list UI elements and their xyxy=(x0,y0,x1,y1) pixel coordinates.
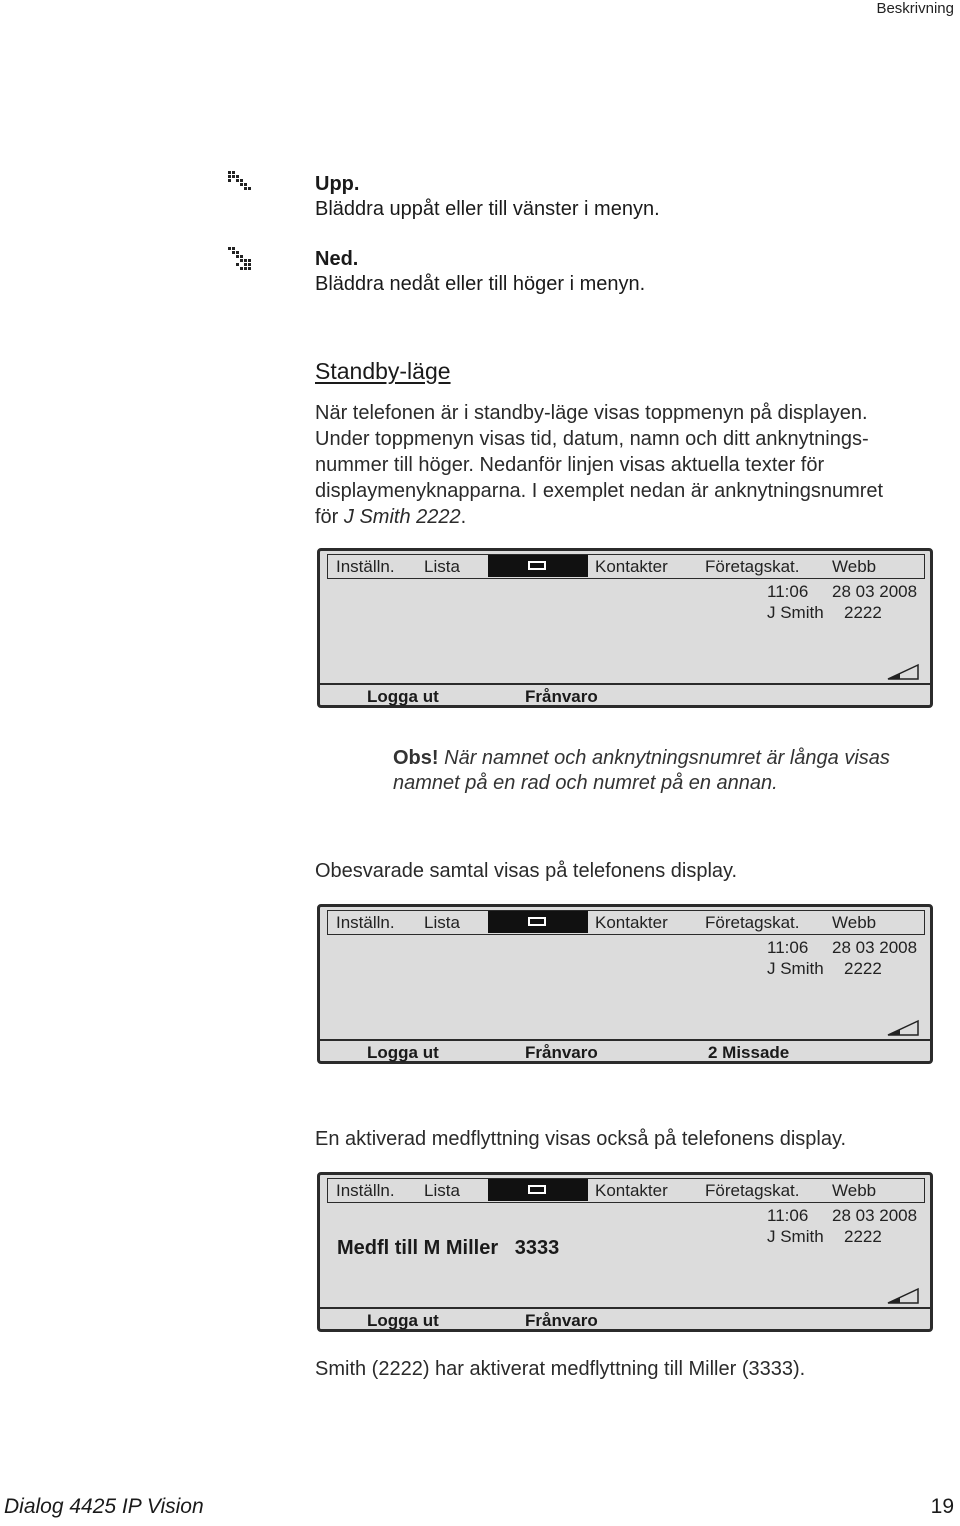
softkey-logout[interactable]: Logga ut xyxy=(367,1043,439,1062)
para-line: När telefonen är i standby-läge visas toppmenyn på displayen. xyxy=(315,402,868,424)
menu-item-active[interactable] xyxy=(488,1179,588,1201)
para-line: displaymenyknapparna. I exemplet nedan är anknytningsnumret xyxy=(315,480,884,502)
softkey-divider xyxy=(320,1039,930,1041)
missed-calls-text: Obesvarade samtal visas på telefonens display. xyxy=(315,860,738,882)
menu-item-settings[interactable]: Inställn. xyxy=(336,913,395,932)
forward-target-ext: 3333 xyxy=(514,1237,560,1259)
softkey-absence[interactable]: Frånvaro xyxy=(525,687,598,706)
menu-item-list[interactable]: Lista xyxy=(424,1181,460,1200)
time: 11:06 xyxy=(767,582,809,601)
menu-item-contacts[interactable]: Kontakter xyxy=(595,557,668,576)
menu-item-active[interactable] xyxy=(488,555,588,577)
scroll-down-icon xyxy=(222,244,258,272)
obs-line: Obs! När namnet och anknytningsnumret är långa visas xyxy=(393,747,890,769)
menu-item-web[interactable]: Webb xyxy=(832,913,877,932)
example-user: J Smith 2222 xyxy=(343,506,461,528)
date: 28 03 2008 xyxy=(832,938,918,957)
obs-line: namnet på en rad och numret på en annan. xyxy=(393,772,778,794)
nav-up-title: Upp. xyxy=(315,173,360,195)
menu-item-contacts[interactable]: Kontakter xyxy=(595,913,668,932)
top-menu xyxy=(327,910,925,935)
para-line: nummer till höger. Nedanför linjen visas aktuella texter för xyxy=(315,454,825,476)
phone-display-forward xyxy=(317,1172,933,1332)
softkey-logout[interactable]: Logga ut xyxy=(367,687,439,706)
menu-item-contacts[interactable]: Kontakter xyxy=(595,1181,668,1200)
user-name: J Smith xyxy=(767,1227,824,1246)
section-title-standby: Standby-läge xyxy=(315,358,451,384)
phone-rect-icon xyxy=(528,561,546,570)
time: 11:06 xyxy=(767,1206,809,1225)
signal-icon xyxy=(886,1019,920,1037)
menu-item-directory[interactable]: Företagskat. xyxy=(705,557,800,576)
top-menu xyxy=(327,554,925,579)
signal-icon xyxy=(886,1287,920,1305)
phone-rect-icon xyxy=(528,1185,546,1194)
date: 28 03 2008 xyxy=(832,582,918,601)
softkey-divider xyxy=(320,1307,930,1309)
standby-paragraph xyxy=(315,400,955,530)
para-line: Under toppmenyn visas tid, datum, namn och ditt anknytnings- xyxy=(315,428,869,450)
menu-item-web[interactable]: Webb xyxy=(832,1181,877,1200)
signal-icon xyxy=(886,663,920,681)
menu-item-web[interactable]: Webb xyxy=(832,557,877,576)
softkey-missed[interactable]: 2 Missade xyxy=(708,1043,790,1062)
phone-display-missed xyxy=(317,904,933,1064)
nav-down-title: Ned. xyxy=(315,248,359,270)
nav-up-desc: Bläddra uppåt eller till vänster i menyn. xyxy=(315,198,660,220)
user-name: J Smith xyxy=(767,959,824,978)
scroll-up-icon xyxy=(222,168,258,196)
date: 28 03 2008 xyxy=(832,1206,918,1225)
menu-item-list[interactable]: Lista xyxy=(424,557,460,576)
user-ext: 2222 xyxy=(844,959,882,978)
softkey-logout[interactable]: Logga ut xyxy=(367,1311,439,1330)
footer-page-number: 19 xyxy=(930,1495,954,1518)
nav-down-desc: Bläddra nedåt eller till höger i menyn. xyxy=(315,273,646,295)
time: 11:06 xyxy=(767,938,809,957)
top-menu xyxy=(327,1178,925,1203)
forward-text: En aktiverad medflyttning visas också på telefonens display. xyxy=(315,1128,847,1150)
user-name: J Smith xyxy=(767,603,824,622)
menu-item-list[interactable]: Lista xyxy=(424,913,460,932)
para-line: för J Smith 2222. xyxy=(315,506,467,528)
forward-status xyxy=(337,1237,559,1260)
obs-note xyxy=(393,746,958,796)
softkey-absence[interactable]: Frånvaro xyxy=(525,1043,598,1062)
footer-product: Dialog 4425 IP Vision xyxy=(4,1495,204,1518)
softkey-divider xyxy=(320,683,930,685)
user-ext: 2222 xyxy=(844,1227,882,1246)
menu-item-settings[interactable]: Inställn. xyxy=(336,557,395,576)
menu-item-directory[interactable]: Företagskat. xyxy=(705,913,800,932)
phone-rect-icon xyxy=(528,917,546,926)
section-header: Beskrivning xyxy=(876,0,954,17)
obs-label: Obs! xyxy=(393,747,439,769)
menu-item-directory[interactable]: Företagskat. xyxy=(705,1181,800,1200)
user-ext: 2222 xyxy=(844,603,882,622)
menu-item-settings[interactable]: Inställn. xyxy=(336,1181,395,1200)
softkey-absence[interactable]: Frånvaro xyxy=(525,1311,598,1330)
forward-caption: Smith (2222) har aktiverat medflyttning till Miller (3333). xyxy=(315,1358,806,1380)
phone-display-standby xyxy=(317,548,933,708)
menu-item-active[interactable] xyxy=(488,911,588,933)
forward-target-name: Medfl till M Miller xyxy=(337,1237,499,1259)
